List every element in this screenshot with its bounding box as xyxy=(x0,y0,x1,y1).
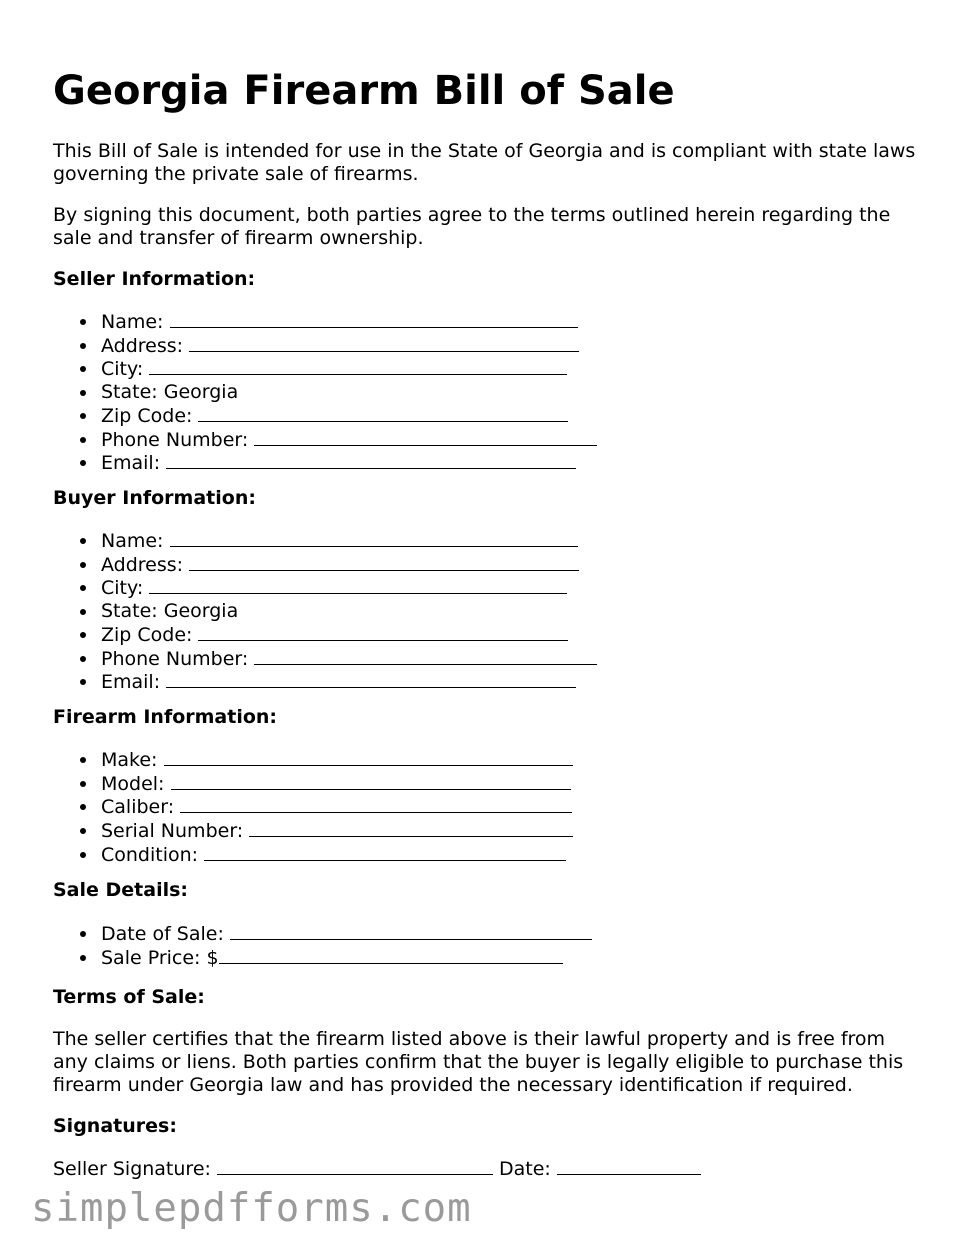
field-label: Zip Code: xyxy=(101,404,199,427)
buyer-heading: Buyer Information: xyxy=(53,487,256,509)
signature-date-label: Date: xyxy=(492,1158,557,1180)
field-label: Name: xyxy=(101,311,170,333)
blank-line[interactable] xyxy=(166,670,576,688)
blank-line[interactable] xyxy=(170,310,578,328)
seller-fields xyxy=(101,310,597,475)
field-label: Sale Price: $ xyxy=(101,946,219,969)
buyer-address-field[interactable] xyxy=(101,553,597,577)
firearm-condition-field[interactable] xyxy=(101,843,573,867)
seller-name-field[interactable] xyxy=(101,310,597,334)
seller-heading: Seller Information: xyxy=(53,268,256,290)
field-label: Caliber: xyxy=(101,796,181,819)
blank-line[interactable] xyxy=(230,922,592,940)
signatures-heading: Signatures: xyxy=(53,1115,177,1137)
seller-state-field xyxy=(101,381,597,404)
buyer-name-field[interactable] xyxy=(101,529,597,553)
field-label: Serial Number: xyxy=(101,820,250,843)
field-label: City: xyxy=(101,358,150,381)
firearm-serial-field[interactable] xyxy=(101,819,573,843)
blank-line[interactable] xyxy=(171,772,571,790)
sale-date-field[interactable] xyxy=(101,922,592,946)
seller-city-field[interactable] xyxy=(101,357,597,381)
signature-date-blank[interactable] xyxy=(557,1157,701,1175)
seller-signature-label: Seller Signature: xyxy=(53,1158,217,1180)
terms-paragraph: The seller certifies that the firearm listed above is their lawful property and is free from any claims or liens. Both parties confirm that the buyer is legally eligible to purchase this firearm under Georgia law and has provided the necessary identification if required. xyxy=(53,1028,904,1096)
field-label: Email: xyxy=(101,671,167,694)
field-label: Zip Code: xyxy=(101,623,199,646)
site-watermark: simplepdfforms.com xyxy=(31,1186,472,1231)
field-label: Date of Sale: xyxy=(101,923,230,945)
intro-paragraph-1: This Bill of Sale is intended for use in the State of Georgia and is compliant with state laws governing the private sale of firearms. xyxy=(53,140,916,185)
blank-line[interactable] xyxy=(219,946,563,964)
field-value: Georgia xyxy=(163,600,239,623)
blank-line[interactable] xyxy=(198,404,568,422)
buyer-zip-field[interactable] xyxy=(101,623,597,647)
buyer-fields xyxy=(101,529,597,694)
firearm-heading: Firearm Information: xyxy=(53,706,278,728)
intro-paragraph-2: By signing this document, both parties agree to the terms outlined herein regarding the sale and transfer of firearm ownership. xyxy=(53,204,891,249)
sale-heading: Sale Details: xyxy=(53,879,189,901)
blank-line[interactable] xyxy=(166,451,576,469)
buyer-email-field[interactable] xyxy=(101,670,597,694)
blank-line[interactable] xyxy=(164,748,573,766)
blank-line[interactable] xyxy=(254,428,597,446)
field-label: Make: xyxy=(101,749,164,771)
field-label: City: xyxy=(101,577,150,600)
buyer-state-field xyxy=(101,600,597,623)
terms-heading: Terms of Sale: xyxy=(53,986,205,1008)
firearm-model-field[interactable] xyxy=(101,772,573,796)
sale-price-field[interactable] xyxy=(101,946,592,970)
blank-line[interactable] xyxy=(249,819,573,837)
firearm-fields xyxy=(101,748,573,867)
seller-email-field[interactable] xyxy=(101,451,597,475)
document-title: Georgia Firearm Bill of Sale xyxy=(53,68,675,114)
blank-line[interactable] xyxy=(254,647,597,665)
field-label: State: xyxy=(101,600,164,623)
blank-line[interactable] xyxy=(198,623,568,641)
blank-line[interactable] xyxy=(180,795,572,813)
sale-fields xyxy=(101,922,592,969)
field-label: Name: xyxy=(101,530,170,552)
seller-address-field[interactable] xyxy=(101,334,597,358)
blank-line[interactable] xyxy=(189,334,579,352)
blank-line[interactable] xyxy=(189,553,579,571)
field-label: Address: xyxy=(101,334,190,357)
field-label: Address: xyxy=(101,553,190,576)
field-label: Model: xyxy=(101,772,171,795)
blank-line[interactable] xyxy=(149,576,567,594)
field-label: State: xyxy=(101,381,164,404)
blank-line[interactable] xyxy=(204,843,566,861)
field-value: Georgia xyxy=(163,381,239,404)
seller-zip-field[interactable] xyxy=(101,404,597,428)
blank-line[interactable] xyxy=(170,529,578,547)
seller-signature-blank[interactable] xyxy=(217,1157,493,1175)
firearm-caliber-field[interactable] xyxy=(101,795,573,819)
field-label: Email: xyxy=(101,452,167,475)
buyer-phone-field[interactable] xyxy=(101,647,597,671)
seller-signature-line xyxy=(53,1157,701,1181)
buyer-city-field[interactable] xyxy=(101,576,597,600)
field-label: Phone Number: xyxy=(101,428,255,451)
field-label: Phone Number: xyxy=(101,647,255,670)
field-label: Condition: xyxy=(101,843,205,866)
blank-line[interactable] xyxy=(149,357,567,375)
seller-phone-field[interactable] xyxy=(101,428,597,452)
firearm-make-field[interactable] xyxy=(101,748,573,772)
